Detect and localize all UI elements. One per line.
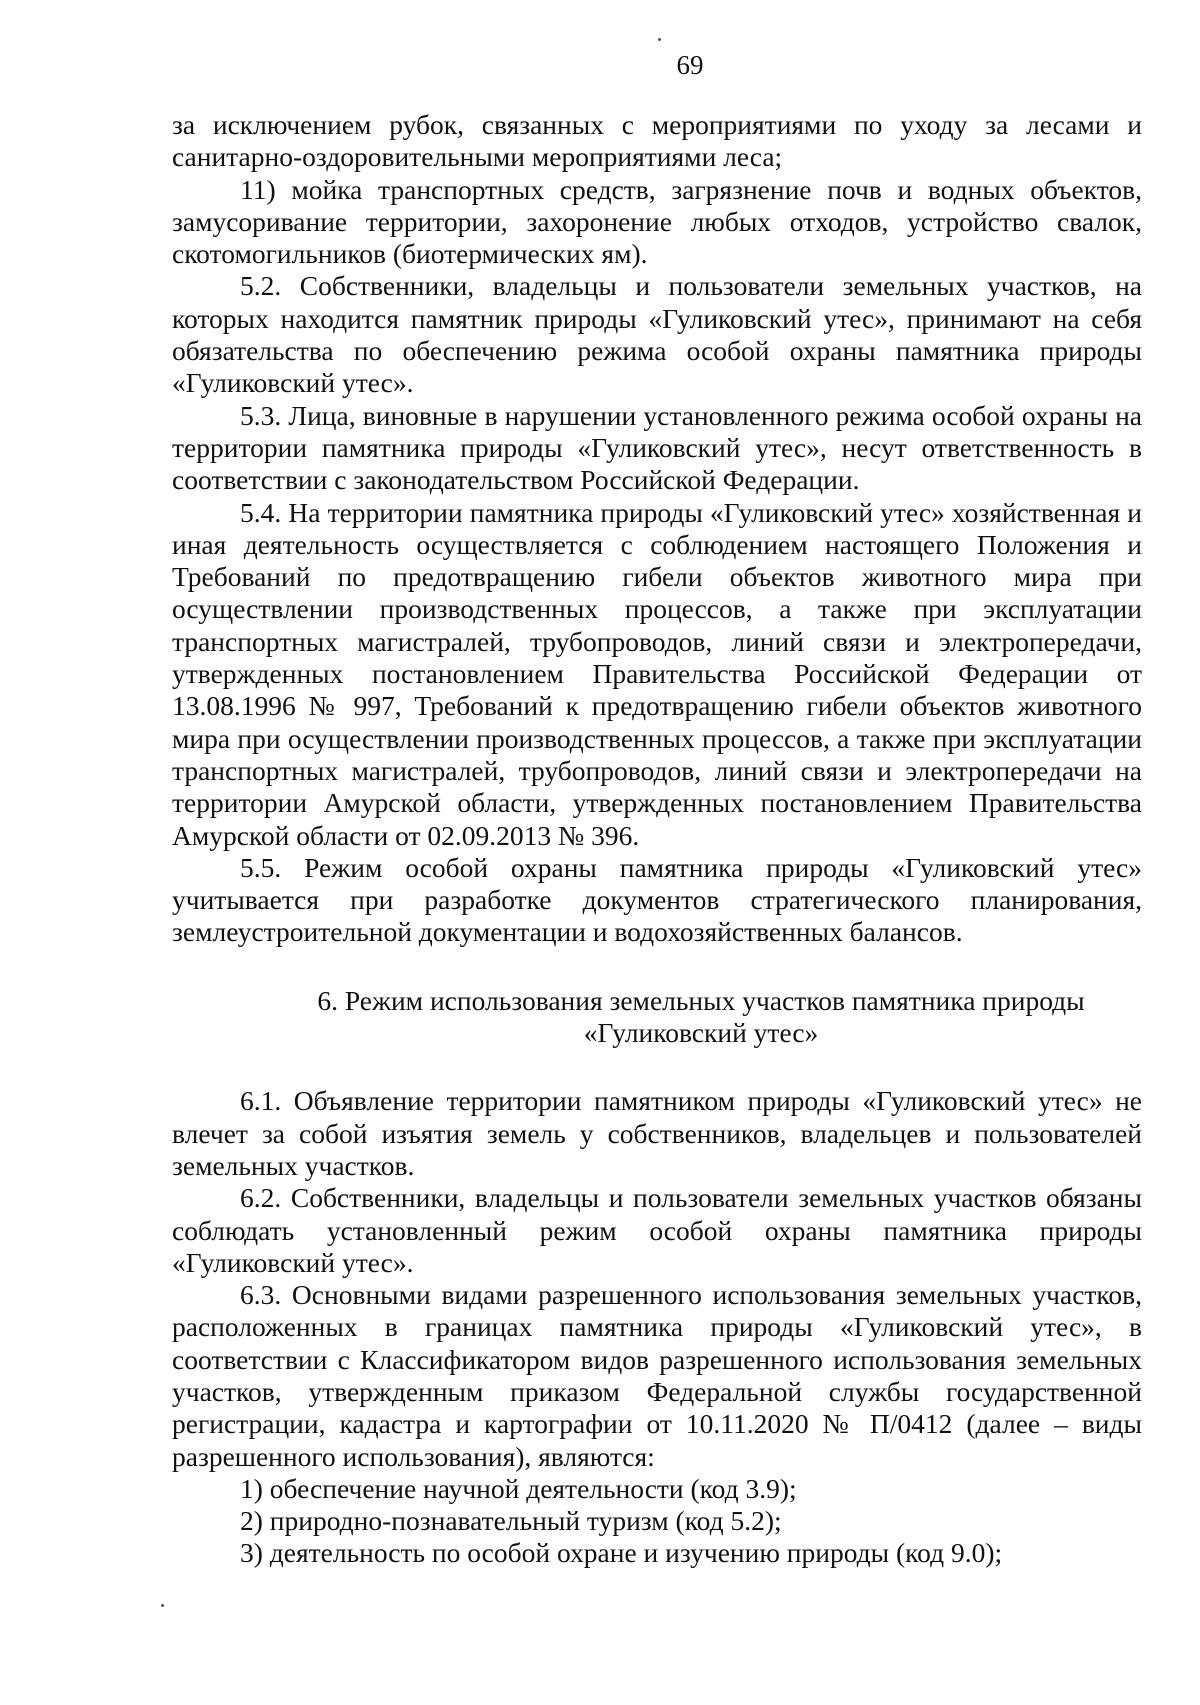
page-number: 69 bbox=[676, 50, 704, 80]
paragraph: 6.1. Объявление территории памятником природы «Гуликовский утес» не влечет за собой изъятия земель у собственников, владельцев и пользователей земельных участков. bbox=[172, 1085, 1142, 1181]
paragraph: 11) мойка транспортных средств, загрязнение почв и водных объектов, замусоривание территории, захоронение любых отходов, устройство свалок, скотомогильников (биотермических ям). bbox=[172, 173, 1142, 270]
scan-speck bbox=[658, 38, 661, 41]
document-body bbox=[172, 109, 1142, 1570]
paragraph: 5.5. Режим особой охраны памятника природы «Гуликовский утес» учитывается при разработке документов стратегического планирования, землеустроительной документации и водохозяйственных балансов. bbox=[172, 851, 1142, 948]
paragraph: 5.2. Собственники, владельцы и пользователи земельных участков, на которых находится памятник природы «Гуликовский утес», принимают на себя обязательства по обеспечению режима особой охраны памятника природы «Гуликовский утес». bbox=[172, 270, 1142, 399]
paragraph: за исключением рубок, связанных с мероприятиями по уходу за лесами и санитарно-оздоровительными мероприятиями леса; bbox=[172, 109, 1142, 173]
paragraph: 5.3. Лица, виновные в нарушении установленного режима особой охраны на территории памятника природы «Гуликовский утес», несут ответственность в соответствии с законодательством Российской Федерации. bbox=[172, 399, 1142, 496]
paragraph: 6.2. Собственники, владельцы и пользователи земельных участков обязаны соблюдать установленный режим особой охраны памятника природы «Гуликовский утес». bbox=[172, 1182, 1142, 1278]
section-heading bbox=[172, 985, 1142, 1050]
paragraph: 6.3. Основными видами разрешенного использования земельных участков, расположенных в границах памятника природы «Гуликовский утес», в соответствии с Классификатором видов разрешенного использования земельных участков, утвержденным приказом Федеральной службы государственной регистрации, кадастра и картографии от 10.11.2020 № П/0412 (далее – виды разрешенного использования), являются: bbox=[172, 1279, 1142, 1472]
paragraphs-before-heading bbox=[172, 109, 1142, 949]
section-heading-line: «Гуликовский утес» bbox=[583, 1017, 819, 1049]
list-item: 3) деятельность по особой охране и изучению природы (код 9.0); bbox=[240, 1537, 1003, 1569]
list-item: 2) природно-познавательный туризм (код 5.2); bbox=[240, 1505, 782, 1537]
scan-speck bbox=[161, 1604, 164, 1607]
list-item: 1) обеспечение научной деятельности (код 3.9); bbox=[240, 1472, 797, 1504]
paragraphs-after-heading bbox=[172, 1085, 1142, 1569]
section-heading-line: 6. Режим использования земельных участков памятника природы bbox=[317, 984, 1085, 1016]
paragraph: 5.4. На территории памятника природы «Гуликовский утес» хозяйственная и иная деятельность осуществляется с соблюдением настоящего Положения и Требований по предотвращению гибели объектов животного мира при осуществлении производственных процессов, а также при эксплуатации транспортных магистралей, трубопроводов, линий связи и электропередачи, утвержденных постановлением Правительства Российской Федерации от 13.08.1996 № 997, Требований к предотвращению гибели объектов животного мира при осуществлении производственных процессов, а также при эксплуатации транспортных магистралей, трубопроводов, линий связи и электропередачи на территории Амурской области, утвержденных постановлением Правительства Амурской области от 02.09.2013 № 396. bbox=[172, 496, 1142, 851]
